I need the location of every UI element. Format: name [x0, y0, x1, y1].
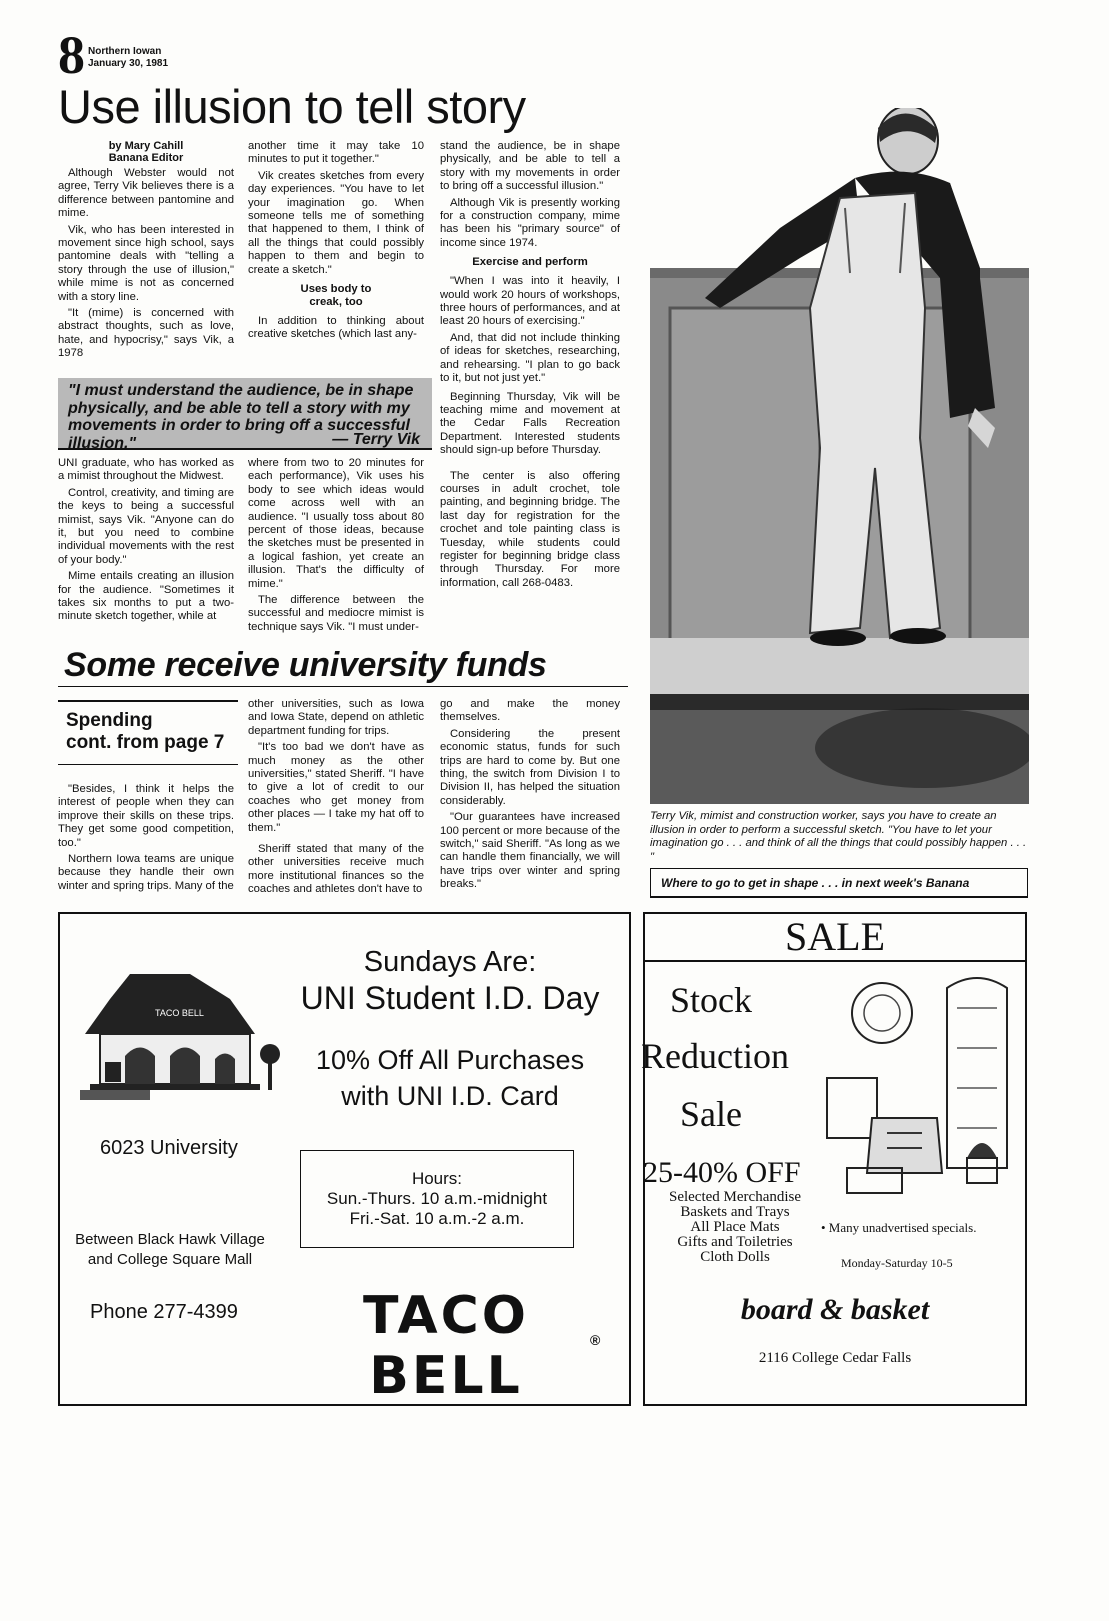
sale-item: All Place Mats	[690, 1219, 780, 1235]
paragraph: UNI graduate, who has worked as a mimist throughout the Midwest.	[58, 457, 234, 483]
paragraph: go and make the money themselves.	[440, 698, 620, 724]
board-basket-ad	[643, 912, 1027, 1406]
divider	[58, 686, 628, 687]
story1-column-1-bottom	[58, 457, 234, 627]
sale-items	[645, 1190, 825, 1265]
location-line: and College Square Mall	[87, 1251, 253, 1268]
paragraph: In addition to thinking about creative sketches (which last any-	[248, 315, 424, 341]
merchandise-illustration	[817, 968, 1017, 1198]
story2-column-1	[58, 783, 234, 896]
offer-line: with UNI I.D. Card	[341, 1081, 559, 1111]
registered-mark: ®	[590, 1332, 601, 1348]
story1-column-1-top	[58, 140, 234, 364]
paragraph: Considering the present economic status, funds for such trips are hard to come by. But one thing, the switch from Division I to Division II, has helped the situation considerably.	[440, 727, 620, 807]
photo-caption: Terry Vik, mimist and construction worker, says you have to create an illusion in order to perform a successful sketch. "You have to let your imagination go . . . and think of all the things that could possibly happen . . . "	[650, 810, 1027, 863]
paragraph: where from two to 20 minutes for each performance), Vik uses his body to see which ideas would come across well with an audience. "I usually toss about 80 percent of those ideas, because the sketches must be presented in a logical fashion, yet create an illusion. That's the difficulty of mime."	[248, 457, 424, 590]
publication-name: Northern Iowan	[88, 46, 162, 57]
taco-address: 6023 University	[100, 1137, 238, 1159]
subhead-line: creak, too	[309, 296, 363, 309]
issue-date: January 30, 1981	[88, 58, 169, 69]
story1-column-3	[440, 140, 620, 593]
jump-head-line: Spending	[66, 710, 153, 731]
paragraph: Vik, who has been interested in movement since high school, says pantomine deals with "telling a story through the use of illusion," while mime is not as concerned with a story line.	[58, 223, 234, 303]
jump-head	[58, 700, 238, 765]
sale-item: Baskets and Trays	[680, 1204, 790, 1220]
paragraph: stand the audience, be in shape physically, and be able to tell a story with my movements in order to bring off a successful illusion."	[440, 140, 620, 193]
paragraph: Vik creates sketches from every day experiences. "You have to let your imagination go. When someone tells me of something that happened to them, I think of all the things that could possibly happen to them and begin to create a sketch."	[248, 169, 424, 276]
hours-title: Hours:	[411, 1169, 463, 1188]
sale-line: Reduction	[641, 1036, 789, 1076]
taco-bell-ad	[58, 912, 631, 1406]
subhead	[248, 283, 424, 309]
hours-box	[300, 1150, 574, 1248]
promo-offer	[280, 1042, 620, 1114]
story2-column-3	[440, 698, 620, 895]
taco-bell-logo: TACO BELL	[362, 1286, 530, 1406]
store-address: 2116 College Cedar Falls	[758, 1350, 912, 1366]
specials-note: • Many unadvertised specials.	[821, 1220, 977, 1235]
paragraph: another time it may take 10 minutes to put it together."	[248, 140, 424, 166]
story1-column-2-top	[248, 140, 424, 345]
story2-column-2	[248, 698, 424, 900]
taco-location	[70, 1230, 270, 1270]
location-line: Between Black Hawk Village	[75, 1231, 265, 1248]
paragraph: Although Webster would not agree, Terry Vik believes there is a difference between pantomine and mime.	[58, 167, 234, 220]
story-headline: Use illusion to tell story	[58, 80, 526, 133]
sale-line: Sale	[680, 1094, 742, 1134]
story1-column-2-bottom	[248, 457, 424, 637]
subhead-line: Uses body to	[300, 283, 372, 296]
paragraph: Although Vik is presently working for a construction company, mime has been his "primary source" of income since 1974.	[440, 196, 620, 249]
jump-head-line: cont. from page 7	[66, 732, 225, 753]
taco-phone: Phone 277-4399	[90, 1301, 238, 1323]
promo-heading	[280, 944, 620, 1016]
hours-line: Sun.-Thurs. 10 a.m.-midnight	[326, 1189, 548, 1208]
paragraph: Sheriff stated that many of the other universities receive much more institutional finances so the coaches and athletes don't have to	[248, 843, 424, 896]
paragraph: Mime entails creating an illusion for the audience. "Sometimes it takes six months to put a two-minute sketch together, while at	[58, 570, 234, 623]
promo-line: Sundays Are:	[363, 946, 537, 978]
paragraph: Northern Iowa teams are unique because they handle their own winter and spring trips. Many of the	[58, 853, 234, 892]
sale-title: SALE	[645, 914, 1025, 962]
board-basket-logo: board & basket	[740, 1293, 930, 1326]
restaurant-illustration	[70, 964, 280, 1104]
paragraph: The difference between the successful and mediocre mimist is technique says Vik. "I must under-	[248, 594, 424, 633]
paragraph: "Besides, I think it helps the interest of people when they can improve their skills on these trips. They get some good competition, too."	[58, 783, 234, 849]
store-hours: Monday-Saturday 10-5	[841, 1256, 953, 1270]
sign-text: TACO BELL	[155, 1008, 204, 1018]
pull-quote-text: "I must understand the audience, be in shape physically, and be able to tell a story with my movements in order to bring off a successful illusion."	[68, 382, 414, 452]
sale-item: Gifts and Toiletries	[677, 1234, 793, 1250]
page-number: 8	[58, 25, 85, 85]
paragraph: Control, creativity, and timing are the keys to being a successful mimist, says Vik. "Anyone can do it, but you need to combine individual movements with the rest of your body."	[58, 486, 234, 566]
offer-line: 10% Off All Purchases	[315, 1045, 585, 1075]
paragraph: other universities, such as Iowa and Iowa State, depend on athletic department funding for trips.	[248, 698, 424, 737]
discount: 25-40% OFF	[643, 1156, 801, 1189]
masthead	[88, 46, 168, 70]
sale-item: Cloth Dolls	[700, 1249, 770, 1265]
hours-line: Fri.-Sat. 10 a.m.-2 a.m.	[349, 1209, 525, 1228]
byline-name: by Mary Cahill	[108, 140, 184, 152]
pull-quote-attribution: — Terry Vik	[332, 431, 420, 448]
sale-item: Selected Merchandise	[668, 1189, 802, 1205]
byline-title: Banana Editor	[108, 152, 184, 164]
paragraph: "Our guarantees have increased 100 percent or more because of the switch," said Sheriff. "As long as we can handle them financially, we will have trips over winter and spring breaks."	[440, 811, 620, 891]
paragraph: And, that did not include thinking of ideas for sketches, researching, and rehearsing. "I plan to go back to it, but not just yet."	[440, 331, 620, 385]
mimist-photo-illustration	[650, 108, 1029, 804]
sale-line: Stock	[670, 980, 753, 1020]
subhead: Exercise and perform	[472, 256, 588, 269]
paragraph: Beginning Thursday, Vik will be teaching mime and movement at the Cedar Falls Recreation Department. Interested students should sign-up before Thursday.	[440, 390, 620, 457]
next-week-teaser: Where to go to get in shape . . . in next week's Banana	[650, 868, 1028, 898]
mimist-photo	[650, 108, 1029, 804]
byline	[58, 140, 234, 164]
story2-headline: Some receive university funds	[64, 646, 547, 684]
paragraph: "It (mime) is concerned with abstract thoughts, such as love, hate, and hypocrisy," says Vik, a 1978	[58, 307, 234, 360]
paragraph: "It's too bad we don't have as much money as the other universities," stated Sheriff. "I have to give a lot of credit to our coaches who get money from other places — I take my hat off to them."	[248, 741, 424, 834]
paragraph: The center is also offering courses in adult crochet, tole painting, and beginning bridge. The last day for registration for the crochet and tole painting class is Tuesday, while students could register for beginning bridge class through Thursday. For more information, call 268-0483.	[440, 469, 620, 589]
paragraph: "When I was into it heavily, I would work 20 hours of workshops, three hours of performances, and at least 20 hours of exercising."	[440, 275, 620, 328]
promo-line: UNI Student I.D. Day	[300, 980, 600, 1016]
